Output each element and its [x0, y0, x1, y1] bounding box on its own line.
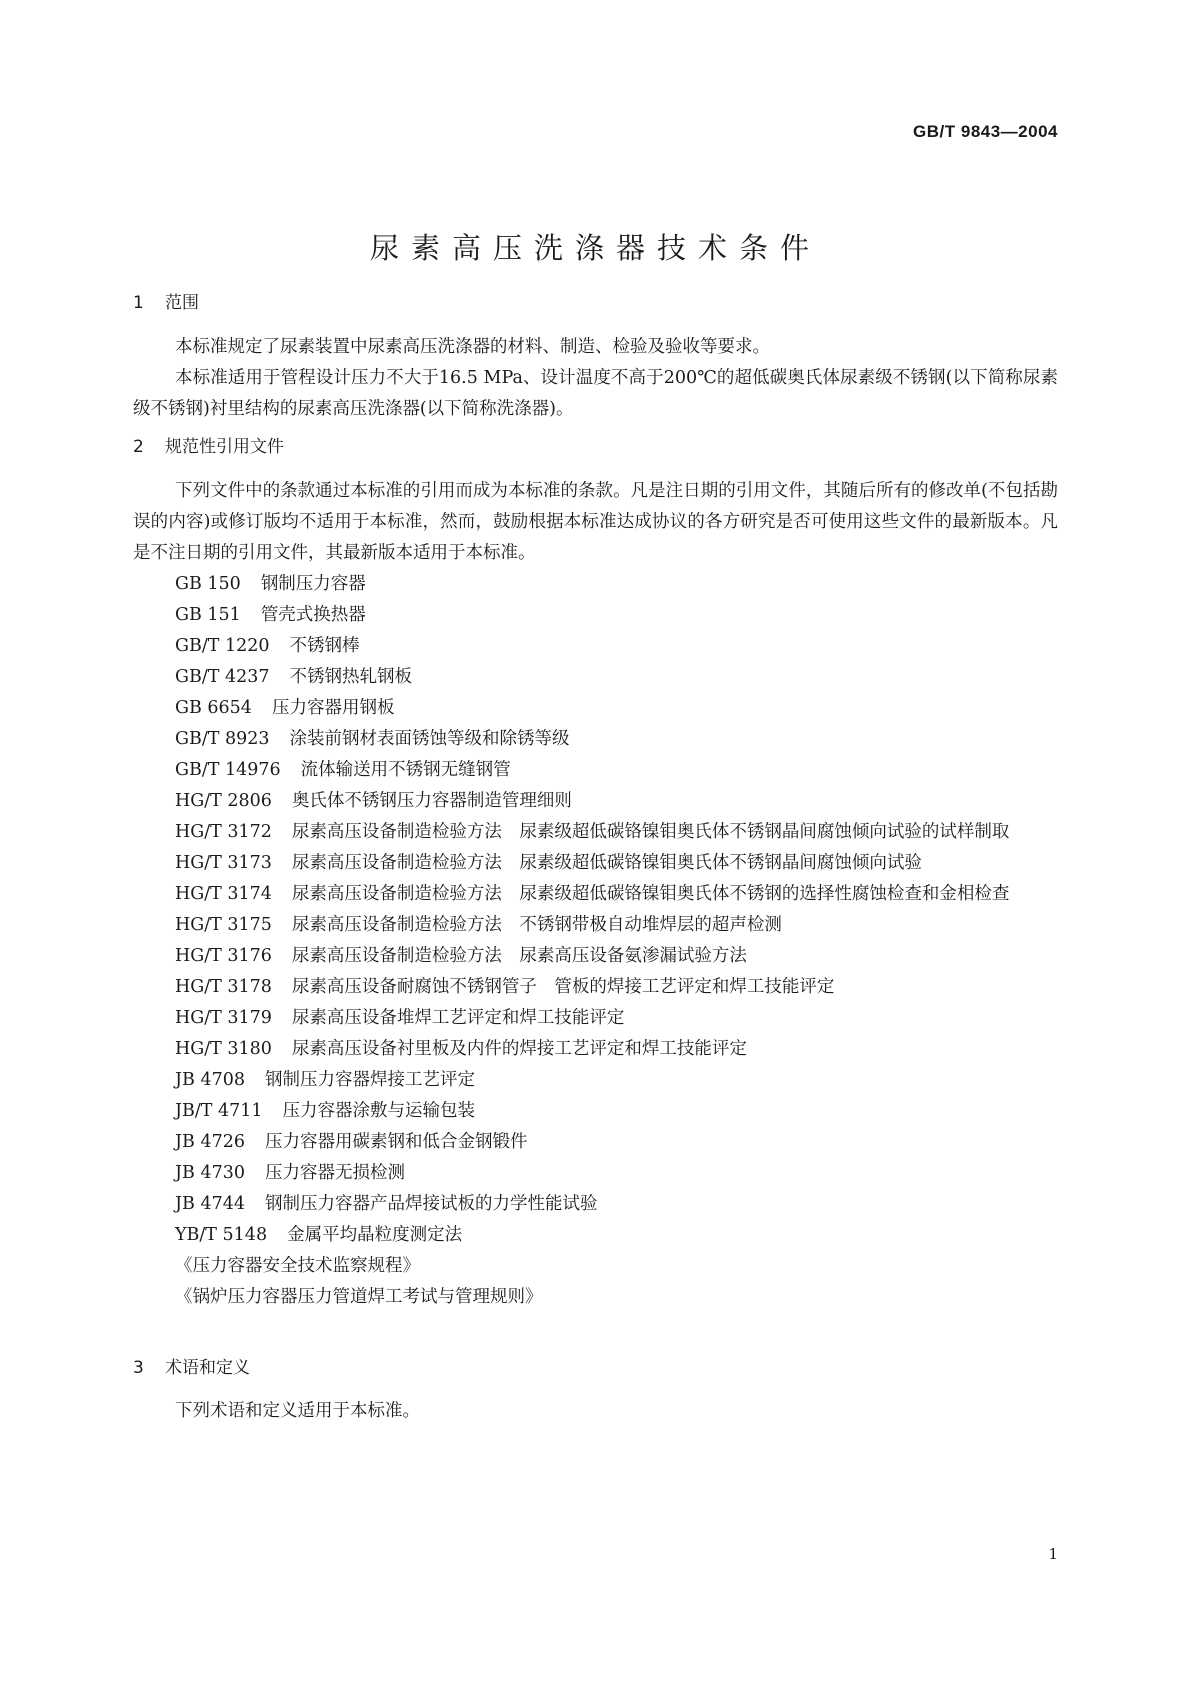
reference-code: HG/T 3179 — [175, 1008, 272, 1028]
reference-code: JB 4726 — [175, 1132, 245, 1152]
reference-item — [133, 724, 1058, 755]
reference-item — [133, 848, 1058, 879]
reference-item — [133, 1127, 1058, 1158]
reference-code: GB/T 1220 — [175, 636, 270, 656]
paragraph: 本标准规定了尿素装置中尿素高压洗涤器的材料、制造、检验及验收等要求。 — [175, 337, 770, 357]
reference-title: 尿素高压设备制造检验方法 尿素级超低碳铬镍钼奥氏体不锈钢晶间腐蚀倾向试验的试样制取 — [291, 822, 1010, 842]
paragraph: 下列文件中的条款通过本标准的引用而成为本标准的条款。凡是注日期的引用文件，其随后所有的修改单(不包括勘误的内容)或修订版均不适用于本标准，然而，鼓励根据本标准达成协议的各方研究是否可使用这些文件的最新版本。凡是不注日期的引用文件，其最新版本适用于本标准。 — [133, 481, 1058, 563]
scope-body — [133, 332, 1058, 425]
reference-item — [133, 910, 1058, 941]
reference-title: 尿素高压设备制造检验方法 尿素级超低碳铬镍钼奥氏体不锈钢晶间腐蚀倾向试验 — [291, 853, 922, 873]
reference-code: JB/T 4711 — [175, 1101, 263, 1121]
section-number: 3 — [133, 1358, 144, 1378]
section-number: 1 — [133, 293, 144, 313]
references-body — [133, 476, 1058, 1313]
section-title: 范围 — [165, 293, 199, 313]
reference-code: GB/T 8923 — [175, 729, 270, 749]
document-title: 尿素高压洗涤器技术条件 — [369, 231, 821, 265]
reference-title: 尿素高压设备制造检验方法 尿素级超低碳铬镍钼奥氏体不锈钢的选择性腐蚀检查和金相检查 — [291, 884, 1010, 904]
section-title: 术语和定义 — [165, 1358, 250, 1378]
reference-item — [133, 1158, 1058, 1189]
reference-item — [133, 786, 1058, 817]
reference-item — [133, 817, 1058, 848]
reference-code: GB 150 — [175, 574, 241, 594]
reference-item — [133, 1096, 1058, 1127]
reference-item — [133, 879, 1058, 910]
reference-code: HG/T 3176 — [175, 946, 272, 966]
reference-title: 金属平均晶粒度测定法 — [287, 1225, 463, 1245]
reference-code: HG/T 3175 — [175, 915, 272, 935]
reference-title: 管壳式换热器 — [260, 605, 366, 625]
regulation-item: 《压力容器安全技术监察规程》 — [175, 1256, 420, 1276]
reference-code: GB 151 — [175, 605, 241, 625]
reference-title: 尿素高压设备制造检验方法 尿素高压设备氨渗漏试验方法 — [291, 946, 747, 966]
reference-code: YB/T 5148 — [175, 1225, 268, 1245]
reference-code: GB/T 14976 — [175, 760, 281, 780]
reference-item — [133, 1189, 1058, 1220]
reference-code: GB 6654 — [175, 698, 252, 718]
reference-title: 尿素高压设备堆焊工艺评定和焊工技能评定 — [291, 1008, 625, 1028]
reference-code: HG/T 3173 — [175, 853, 272, 873]
reference-title: 尿素高压设备耐腐蚀不锈钢管子 管板的焊接工艺评定和焊工技能评定 — [291, 977, 835, 997]
regulation-item: 《锅炉压力容器压力管道焊工考试与管理规则》 — [175, 1287, 543, 1307]
reference-title: 尿素高压设备制造检验方法 不锈钢带极自动堆焊层的超声检测 — [291, 915, 782, 935]
section-heading — [133, 434, 1058, 460]
reference-title: 钢制压力容器焊接工艺评定 — [264, 1070, 475, 1090]
reference-item — [133, 941, 1058, 972]
reference-title: 流体输送用不锈钢无缝钢管 — [300, 760, 511, 780]
section-scope — [133, 290, 1058, 316]
reference-item — [133, 631, 1058, 662]
reference-code: HG/T 3172 — [175, 822, 272, 842]
reference-code: HG/T 2806 — [175, 791, 272, 811]
reference-item — [133, 662, 1058, 693]
reference-item — [133, 1034, 1058, 1065]
section-title: 规范性引用文件 — [165, 437, 284, 457]
reference-code: HG/T 3180 — [175, 1039, 272, 1059]
page-number: 1 — [1048, 1545, 1058, 1563]
reference-title: 压力容器用钢板 — [271, 698, 395, 718]
reference-item — [133, 1065, 1058, 1096]
reference-item — [133, 1220, 1058, 1251]
reference-item — [133, 972, 1058, 1003]
reference-item — [133, 1003, 1058, 1034]
reference-item — [133, 600, 1058, 631]
reference-title: 涂装前钢材表面锈蚀等级和除锈等级 — [289, 729, 570, 749]
reference-title: 压力容器涂敷与运输包装 — [282, 1101, 476, 1121]
reference-item — [133, 693, 1058, 724]
reference-code: JB 4708 — [175, 1070, 245, 1090]
reference-code: JB 4744 — [175, 1194, 245, 1214]
reference-title: 钢制压力容器产品焊接试板的力学性能试验 — [264, 1194, 598, 1214]
section-number: 2 — [133, 437, 144, 457]
reference-title: 尿素高压设备衬里板及内件的焊接工艺评定和焊工技能评定 — [291, 1039, 747, 1059]
terms-body — [133, 1396, 1058, 1427]
paragraph: 本标准适用于管程设计压力不大于16.5 MPa、设计温度不高于200℃的超低碳奥氏体尿素级不锈钢(以下简称尿素级不锈钢)衬里结构的尿素高压洗涤器(以下简称洗涤器)。 — [133, 368, 1058, 419]
reference-code: HG/T 3174 — [175, 884, 272, 904]
section-heading — [133, 1355, 1058, 1381]
section-terms — [133, 1355, 1058, 1381]
reference-title: 压力容器用碳素钢和低合金钢锻件 — [264, 1132, 528, 1152]
reference-title: 不锈钢热轧钢板 — [289, 667, 413, 687]
reference-title: 奥氏体不锈钢压力容器制造管理细则 — [291, 791, 572, 811]
section-references — [133, 434, 1058, 460]
reference-code: JB 4730 — [175, 1163, 245, 1183]
section-heading — [133, 290, 1058, 316]
reference-item — [133, 755, 1058, 786]
reference-title: 不锈钢棒 — [289, 636, 360, 656]
reference-code: GB/T 4237 — [175, 667, 270, 687]
reference-code: HG/T 3178 — [175, 977, 272, 997]
standard-code: GB/T 9843—2004 — [913, 122, 1058, 141]
reference-item — [133, 569, 1058, 600]
paragraph: 下列术语和定义适用于本标准。 — [175, 1401, 420, 1421]
reference-title: 压力容器无损检测 — [264, 1163, 405, 1183]
reference-title: 钢制压力容器 — [260, 574, 366, 594]
